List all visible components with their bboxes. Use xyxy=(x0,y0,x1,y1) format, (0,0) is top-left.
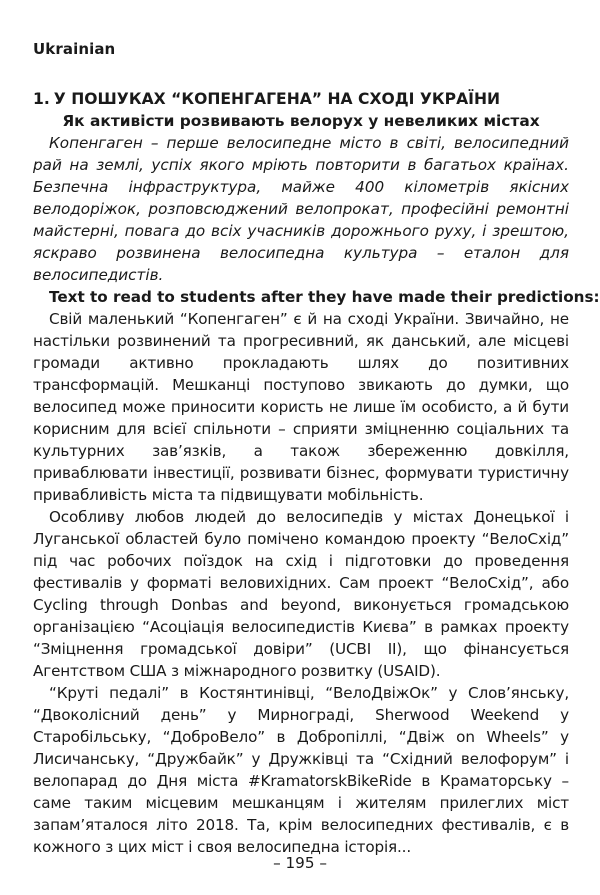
page-number: – 195 – xyxy=(273,854,327,872)
body-paragraph: Свій маленький “Копенгаген” є й на сході України. Звичайно, не настільки розвинений та прогресивний, як данський, але місцеві громади активно прокладають шлях до позитивних трансформацій. Мешканці поступово звикають до думки, що велосипед може приносити користь не лише їм особисто, а й бути корисним для всієї спільноти – сприяти зміцненню соціальних та культурних зав’язків, а також збереженню довкілля, приваблювати інвестиції, розвивати бізнес, формувати туристичну привабливість міста та підвищувати мобільність. xyxy=(33,310,569,504)
body-paragraph: “Круті педалі” в Костянтинівці, “ВелоДвіжОк” у Слов’янську, “Двоколісний день” у Мирнограді, Sherwood Weekend у Старобільську, “ДоброВело” в Добропіллі, “Двіж on Wheels” у Лисичанську, “Дружбайк” у Дружківці та “Східний велофорум” і велопарад до Дня міста #KramatorskBikeRide в Краматорську – саме таким місцевим мешканцям і жителям прилеглих міст запам’яталося літо 2018. Та, крім велосипедних фестивалів, є в кожного з цих міст і своя велосипедна історія... xyxy=(33,684,569,856)
body-paragraph: Особливу любов людей до велосипедів у містах Донецької і Луганської областей було помічено командою проекту “ВелоСхід” під час робочих поїздок на схід і підготовки до проведення фестивалів у форматі веловихідних. Сам проект “ВелоСхід”, або Cycling through Donbas and beyond, виконується громадською організацією “Асоціація велосипедистів Києва” в рамках проекту “Зміцнення громадської довіри” (UCBI II), що фінансується Агентством США з міжнародного розвитку (USAID). xyxy=(33,508,569,680)
language-label: Ukrainian xyxy=(33,40,116,58)
article-heading xyxy=(33,88,569,110)
article xyxy=(33,88,600,858)
article-subtitle: Як активісти розвивають велорух у невеликих містах xyxy=(62,112,540,130)
teacher-note: Text to read to students after they have made their predictions: xyxy=(49,288,600,306)
article-number: 1. xyxy=(33,90,50,108)
intro-paragraph: Копенгаген – перше велосипедне місто в світі, велосипедний рай на землі, успіх якого мріють повторити в багатьох країнах. Безпечна інфраструктура, майже 400 кілометрів якісних велодоріжок, розповсюджений велопрокат, професійні ремонтні майстерні, повага до всіх учасників дорожнього руху, і зрештою, яскраво розвинена велосипедна культура – еталон для велосипедистів. xyxy=(33,134,569,284)
article-title: У ПОШУКАХ “КОПЕНГАГЕНА” НА СХОДІ УКРАЇНИ xyxy=(53,90,501,108)
